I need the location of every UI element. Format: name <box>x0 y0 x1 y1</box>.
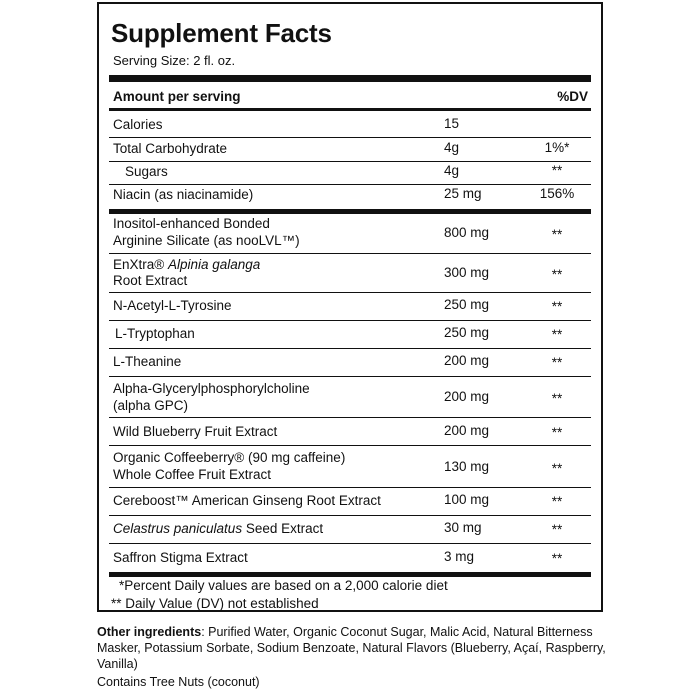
row-divider <box>109 137 591 138</box>
table-row <box>109 517 591 544</box>
nutrient-amount: 4g <box>444 163 460 178</box>
dv-header: %DV <box>557 89 588 104</box>
ingredient-name: Wild Blueberry Fruit Extract <box>113 424 278 439</box>
ingredient-dv: ** <box>551 227 563 242</box>
thick-divider <box>109 75 591 82</box>
ingredient-name-line1: Organic Coffeeberry® (90 mg caffeine) <box>113 450 346 465</box>
table-row <box>109 295 591 321</box>
row-divider <box>109 161 591 162</box>
ingredient-name-line2: Whole Coffee Fruit Extract <box>113 467 272 482</box>
ingredient-name-line1: EnXtra® Alpinia galanga <box>113 257 261 272</box>
ingredient-name: L-Tryptophan <box>115 326 195 341</box>
ingredient-amount: 130 mg <box>444 459 490 474</box>
ingredient-amount: 200 mg <box>444 423 490 438</box>
row-divider <box>109 487 591 488</box>
ingredient-dv: ** <box>551 327 563 342</box>
ingredient-dv: ** <box>551 267 563 282</box>
row-divider <box>109 292 591 293</box>
other-ingredients <box>97 624 617 672</box>
row-divider <box>109 543 591 544</box>
row-divider <box>109 348 591 349</box>
nutrient-dv: ** <box>551 163 563 178</box>
thick-divider <box>109 572 591 577</box>
ingredient-name-line2: Root Extract <box>113 273 188 288</box>
table-row <box>109 545 591 572</box>
amount-per-serving-header: Amount per serving <box>113 89 241 104</box>
table-row <box>109 186 591 208</box>
ingredient-dv: ** <box>551 494 563 509</box>
table-row <box>109 351 591 377</box>
row-divider <box>109 253 591 254</box>
row-divider <box>109 320 591 321</box>
ingredient-dv: ** <box>551 461 563 476</box>
table-row <box>109 163 591 185</box>
nutrient-name: Sugars <box>125 164 168 179</box>
footnote-dv-not-established: ** Daily Value (DV) not established <box>111 596 319 611</box>
ingredient-name: N-Acetyl-L-Tyrosine <box>113 298 232 313</box>
table-row <box>109 420 591 446</box>
nutrient-amount: 15 <box>444 116 460 131</box>
nutrient-amount: 25 mg <box>444 186 482 201</box>
nutrient-dv: 1%* <box>544 140 570 155</box>
table-row <box>109 489 591 516</box>
ingredient-amount: 3 mg <box>444 549 475 564</box>
table-row <box>109 256 591 294</box>
ingredient-amount: 200 mg <box>444 389 490 404</box>
nutrient-amount: 4g <box>444 140 460 155</box>
ingredient-dv: ** <box>551 522 563 537</box>
row-divider <box>109 184 591 185</box>
serving-size: Serving Size: 2 fl. oz. <box>113 53 236 68</box>
footnote-percent-dv: *Percent Daily values are based on a 2,000 calorie diet <box>119 578 448 593</box>
ingredient-name: L-Theanine <box>113 354 182 369</box>
panel-title: Supplement Facts <box>111 18 332 48</box>
table-row <box>109 116 591 138</box>
ingredient-name-line1: Inositol-enhanced Bonded <box>113 216 270 231</box>
row-divider <box>109 515 591 516</box>
ingredient-dv: ** <box>551 551 563 566</box>
ingredient-amount: 250 mg <box>444 325 490 340</box>
row-divider <box>109 376 591 377</box>
ingredient-name-line1: Alpha-Glycerylphosphorylcholine <box>113 381 310 396</box>
nutrient-name: Total Carbohydrate <box>113 141 228 156</box>
ingredient-amount: 30 mg <box>444 520 482 535</box>
ingredient-dv: ** <box>551 425 563 440</box>
table-row <box>109 215 591 255</box>
ingredient-name-line2: (alpha GPC) <box>113 398 189 413</box>
ingredient-name: Cereboost™ American Ginseng Root Extract <box>113 493 381 508</box>
ingredient-amount: 200 mg <box>444 353 490 368</box>
ingredient-amount: 300 mg <box>444 265 490 280</box>
ingredient-name: Celastrus paniculatus Seed Extract <box>113 521 324 536</box>
ingredient-dv: ** <box>551 391 563 406</box>
nutrient-name: Niacin (as niacinamide) <box>113 187 254 202</box>
ingredient-amount: 250 mg <box>444 297 490 312</box>
nutrient-dv: 156% <box>539 186 575 201</box>
row-divider <box>109 445 591 446</box>
thick-divider <box>109 209 591 214</box>
table-row <box>109 140 591 162</box>
ingredient-amount: 100 mg <box>444 492 490 507</box>
ingredient-name: Saffron Stigma Extract <box>113 550 248 565</box>
other-ingredients-label: Other ingredients <box>97 625 202 639</box>
ingredient-amount: 800 mg <box>444 225 490 240</box>
header-divider <box>109 108 591 111</box>
supplement-facts-panel <box>97 2 603 612</box>
other-ingredients-text: : Purified Water, Organic Coconut Sugar, Malic Acid, Natural Bitterness Masker, Potassium Sorbate, Sodium Benzoate, Natural Flavors (Blueberry, Açaí, Raspberry, Vanilla) <box>97 625 606 671</box>
ingredient-dv: ** <box>551 299 563 314</box>
table-row <box>109 447 591 488</box>
table-row <box>109 323 591 349</box>
allergen-statement: Contains Tree Nuts (coconut) <box>97 675 260 689</box>
ingredient-name-line2: Arginine Silicate (as nooLVL™) <box>113 233 300 248</box>
row-divider <box>109 417 591 418</box>
table-row <box>109 378 591 418</box>
ingredient-dv: ** <box>551 355 563 370</box>
nutrient-name: Calories <box>113 117 163 132</box>
